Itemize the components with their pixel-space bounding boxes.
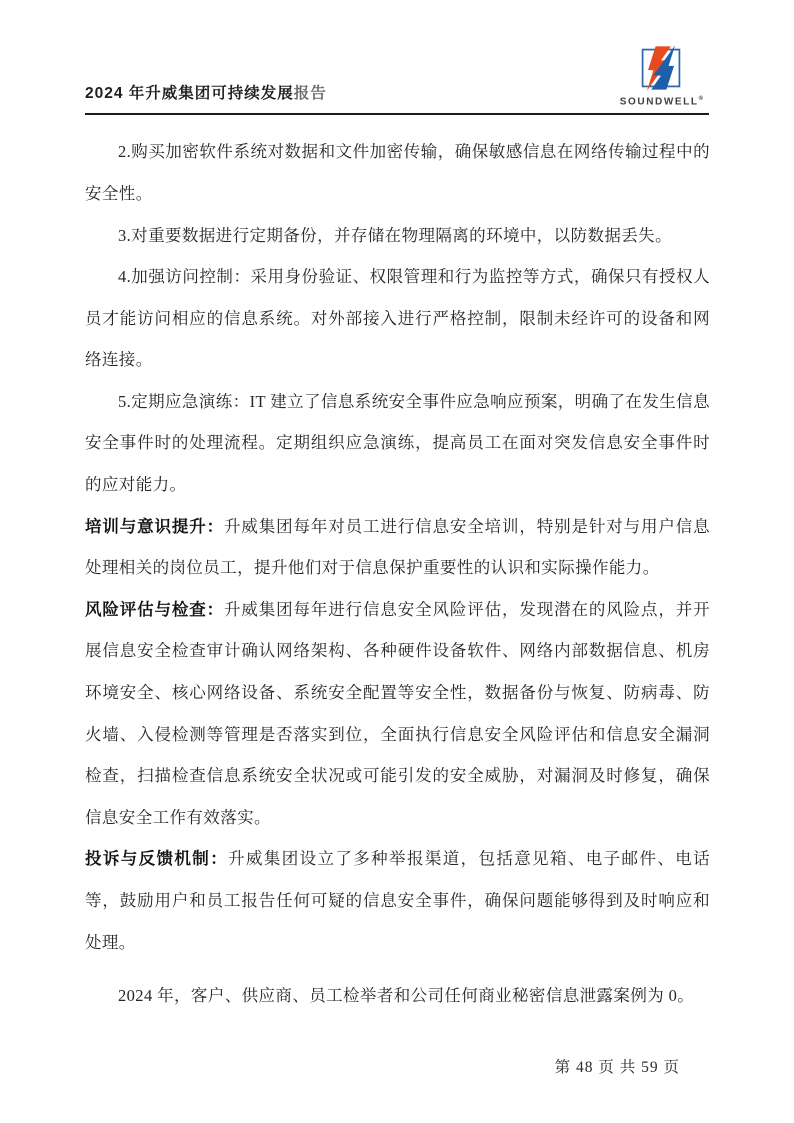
paragraph-lead: 培训与意识提升： bbox=[85, 516, 224, 536]
paragraph: 3.对重要数据进行定期备份，并存储在物理隔离的环境中，以防数据丢失。 bbox=[118, 225, 672, 245]
soundwell-brand-text bbox=[620, 96, 703, 107]
body-text bbox=[85, 131, 710, 1016]
page-number-info: 第 48 页 共 59 页 bbox=[554, 1059, 680, 1076]
soundwell-logo bbox=[620, 42, 703, 107]
paragraph: 风险评估与检查：升威集团每年进行信息安全风险评估，发现潜在的风险点，并开展信息安全检查审计确认网络架构、各种硬件设备软件、网络内部数据信息、机房环境安全、核心网络设备、系统安全配置等安全性，数据备份与恢复、防病毒、防火墙、入侵检测等管理是否落实到位，全面执行信息安全风险评估和信息安全漏洞检查，扫描检查信息系统安全状况或可能引发的安全威胁，对漏洞及时修复，确保信息安全工作有效落实。 bbox=[85, 599, 711, 827]
registered-mark: ® bbox=[698, 96, 703, 102]
brand-name: SOUNDWELL bbox=[619, 96, 699, 108]
report-title bbox=[85, 81, 327, 107]
report-title-suffix: 报告 bbox=[293, 85, 327, 103]
paragraph: 4.加强访问控制：采用身份验证、权限管理和行为监控等方式，确保只有授权人员才能访问相应的信息系统。对外部接入进行严格控制，限制未经许可的设备和网络连接。 bbox=[85, 267, 710, 370]
header-rule bbox=[85, 113, 709, 115]
soundwell-logo-icon bbox=[635, 42, 687, 94]
paragraph: 培训与意识提升：升威集团每年对员工进行信息安全培训，特别是针对与用户信息处理相关的岗位员工，提升他们对于信息保护重要性的认识和实际操作能力。 bbox=[85, 516, 711, 578]
paragraph: 2.购买加密软件系统对数据和文件加密传输，确保敏感信息在网络传输过程中的安全性。 bbox=[85, 142, 710, 203]
paragraph: 5.定期应急演练：IT 建立了信息系统安全事件应急响应预案，明确了在发生信息安全事件时的处理流程。定期组织应急演练，提高员工在面对突发信息安全事件时的应对能力。 bbox=[85, 391, 710, 495]
paragraph-lead: 投诉与反馈机制： bbox=[85, 849, 229, 869]
page-header bbox=[0, 0, 794, 107]
paragraph: 2024 年，客户、供应商、员工检举者和公司任何商业秘密信息泄露案例为 0。 bbox=[118, 986, 695, 1006]
page-footer bbox=[555, 1055, 680, 1077]
report-title-main: 2024 年升威集团可持续发展 bbox=[85, 85, 294, 103]
paragraph-lead: 风险评估与检查： bbox=[85, 599, 224, 619]
paragraph: 投诉与反馈机制：升威集团设立了多种举报渠道，包括意见箱、电子邮件、电话等，鼓励用户和员工报告任何可疑的信息安全事件，确保问题能够得到及时响应和处理。 bbox=[85, 849, 710, 952]
